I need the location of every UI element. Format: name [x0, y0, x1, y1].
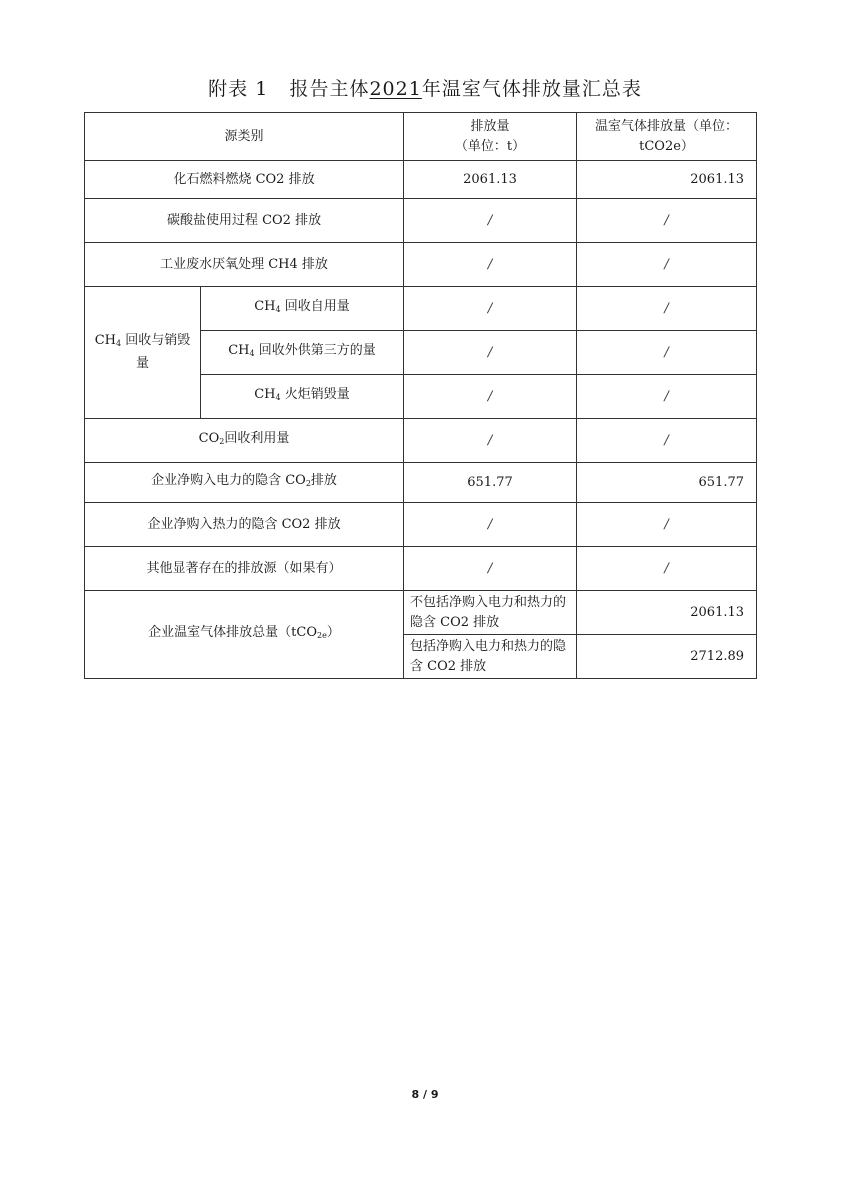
co2-recovery-emission: /: [404, 419, 577, 463]
table-row: [85, 199, 757, 243]
title-prefix: 附表 1: [208, 78, 269, 100]
ch4-self-use-emission: /: [404, 287, 577, 331]
table-row: [85, 591, 757, 635]
ch4-third-party-emission: /: [404, 331, 577, 375]
row-label-wastewater: 工业废水厌氧处理 CH4 排放: [85, 243, 404, 287]
heat-emission: /: [404, 503, 577, 547]
heat-ghg: /: [577, 503, 757, 547]
row-label-carbonate: 碳酸盐使用过程 CO2 排放: [85, 199, 404, 243]
ch4-third-party-ghg: /: [577, 331, 757, 375]
row-ghg-carbonate: /: [577, 199, 757, 243]
header-source-category: 源类别: [85, 113, 404, 161]
header-ghg-line1: 温室气体排放量（单位：: [595, 118, 739, 134]
row-emission-carbonate: /: [404, 199, 577, 243]
co2-recovery-label: $CO_2$回收利用量: [85, 419, 404, 463]
ch4-third-party-label: $CH_4$ 回收外供第三方的量: [201, 331, 404, 375]
table-row: [85, 463, 757, 503]
row-ghg-wastewater: /: [577, 243, 757, 287]
header-ghg: [577, 113, 757, 161]
ch4-flare-label: $CH_4$ 火炬销毁量: [201, 375, 404, 419]
emissions-summary-table: [84, 112, 757, 679]
total-including-value: 2712.89: [577, 635, 757, 679]
electricity-ghg: 651.77: [577, 463, 757, 503]
table-row: [85, 419, 757, 463]
row-emission-fossil: 2061.13: [404, 161, 577, 199]
total-excluding-label: 不包括净购入电力和热力的隐含 CO2 排放: [404, 591, 577, 635]
other-label: 其他显著存在的排放源（如果有）: [85, 547, 404, 591]
row-label-fossil: 化石燃料燃烧 CO2 排放: [85, 161, 404, 199]
ch4-group-label: $CH_4$ 回收与销毁量: [85, 287, 201, 419]
title-main-start: 报告主体: [289, 78, 370, 100]
other-ghg: /: [577, 547, 757, 591]
ch4-flare-ghg: /: [577, 375, 757, 419]
electricity-emission: 651.77: [404, 463, 577, 503]
header-ghg-line2: tCO2e）: [639, 138, 694, 154]
total-excluding-value: 2061.13: [577, 591, 757, 635]
row-ghg-fossil: 2061.13: [577, 161, 757, 199]
title-year: 2021: [369, 78, 422, 100]
header-emission-line2: （单位：t）: [454, 138, 526, 154]
ch4-self-use-label: $CH_4$ 回收自用量: [201, 287, 404, 331]
ch4-flare-emission: /: [404, 375, 577, 419]
page-number: 8 / 9: [411, 1088, 439, 1101]
co2-recovery-ghg: /: [577, 419, 757, 463]
total-including-label: 包括净购入电力和热力的隐含 CO2 排放: [404, 635, 577, 679]
table-row: [85, 161, 757, 199]
page-title: [0, 74, 850, 101]
header-emission-line1: 排放量: [470, 118, 510, 134]
other-emission: /: [404, 547, 577, 591]
table-row: [85, 503, 757, 547]
row-emission-wastewater: /: [404, 243, 577, 287]
title-main-end: 年温室气体排放量汇总表: [421, 78, 642, 100]
table-header-row: [85, 113, 757, 161]
heat-label: 企业净购入热力的隐含 CO2 排放: [85, 503, 404, 547]
total-label: 企业温室气体排放总量（tCO$_{2e}$）: [85, 591, 404, 679]
header-emission: [404, 113, 577, 161]
table-row: [85, 287, 757, 331]
table-row: [85, 243, 757, 287]
table-row: [85, 547, 757, 591]
ch4-self-use-ghg: /: [577, 287, 757, 331]
electricity-label: 企业净购入电力的隐含 $CO_2$排放: [85, 463, 404, 503]
